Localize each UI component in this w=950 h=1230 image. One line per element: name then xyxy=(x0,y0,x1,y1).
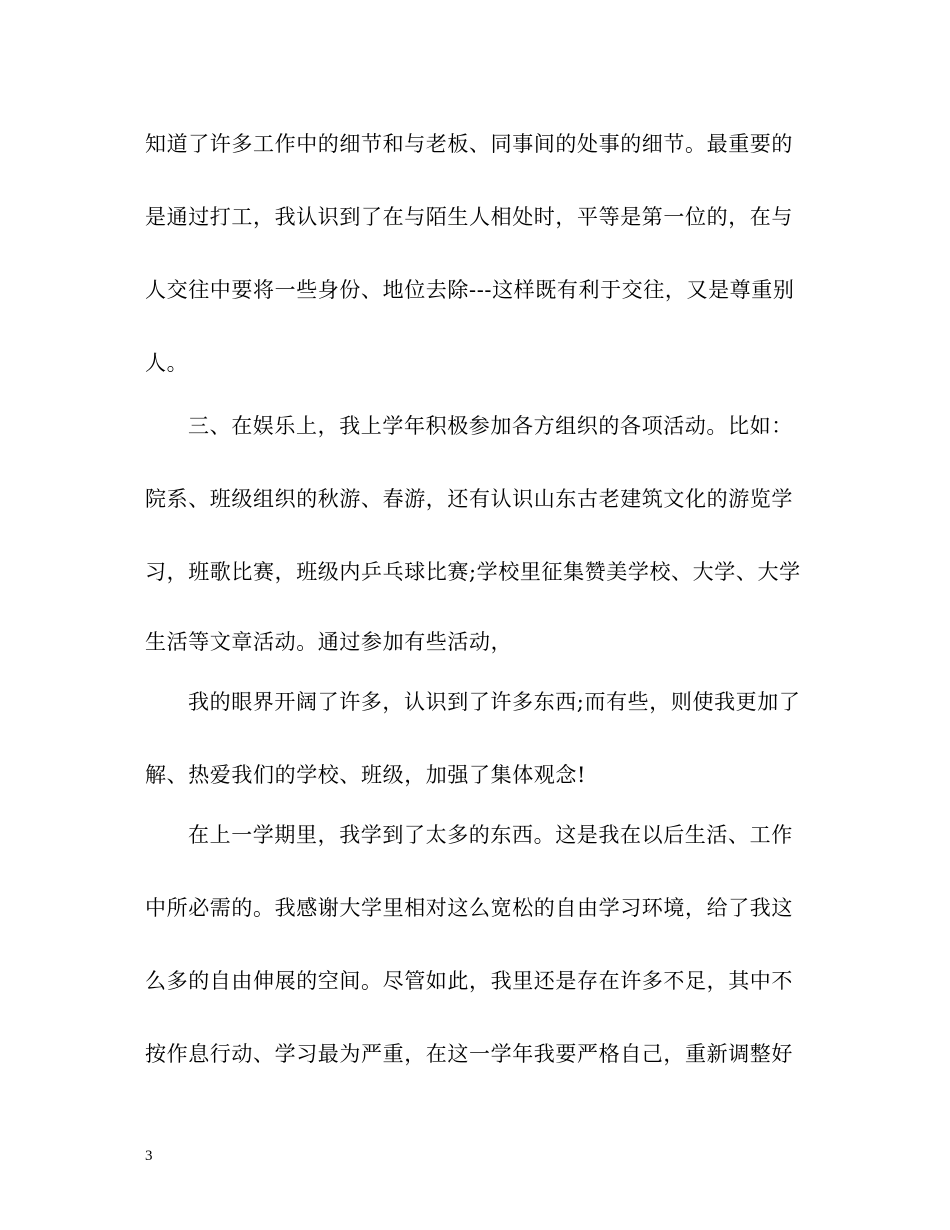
body-text-line: 是通过打工，我认识到了在与陌生人相处时，平等是第一位的，在与 xyxy=(145,205,793,229)
body-text-line: 人交往中要将一些身份、地位去除---这样既有利于交往，又是尊重别 xyxy=(145,278,795,302)
body-text-line: 解、热爱我们的学校、班级，加强了集体观念! xyxy=(145,763,587,787)
body-text-line: 么多的自由伸展的空间。尽管如此，我里还是存在许多不足，其中不 xyxy=(145,969,793,993)
paragraph-first-line: 三、在娱乐上，我上学年积极参加各方组织的各项活动。比如： xyxy=(188,414,793,438)
body-text-line: 院系、班级组织的秋游、春游，还有认识山东古老建筑文化的游览学 xyxy=(145,487,793,511)
paragraph-first-line: 在上一学期里，我学到了太多的东西。这是我在以后生活、工作 xyxy=(188,823,793,847)
body-text-line: 人。 xyxy=(145,351,189,375)
page-number: 3 xyxy=(145,1148,153,1164)
body-text-line: 生活等文章活动。通过参加有些活动， xyxy=(145,630,513,654)
body-text-line: 中所必需的。我感谢大学里相对这么宽松的自由学习环境，给了我这 xyxy=(145,896,793,920)
paragraph-first-line: 我的眼界开阔了许多，认识到了许多东西;而有些，则使我更加了 xyxy=(188,690,801,714)
body-text-line: 习，班歌比赛，班级内乒乓球比赛;学校里征集赞美学校、大学、大学 xyxy=(145,560,801,584)
body-text-line: 知道了许多工作中的细节和与老板、同事间的处事的细节。最重要的 xyxy=(145,132,793,156)
body-text-line: 按作息行动、学习最为严重，在这一学年我要严格自己，重新调整好 xyxy=(145,1042,793,1066)
